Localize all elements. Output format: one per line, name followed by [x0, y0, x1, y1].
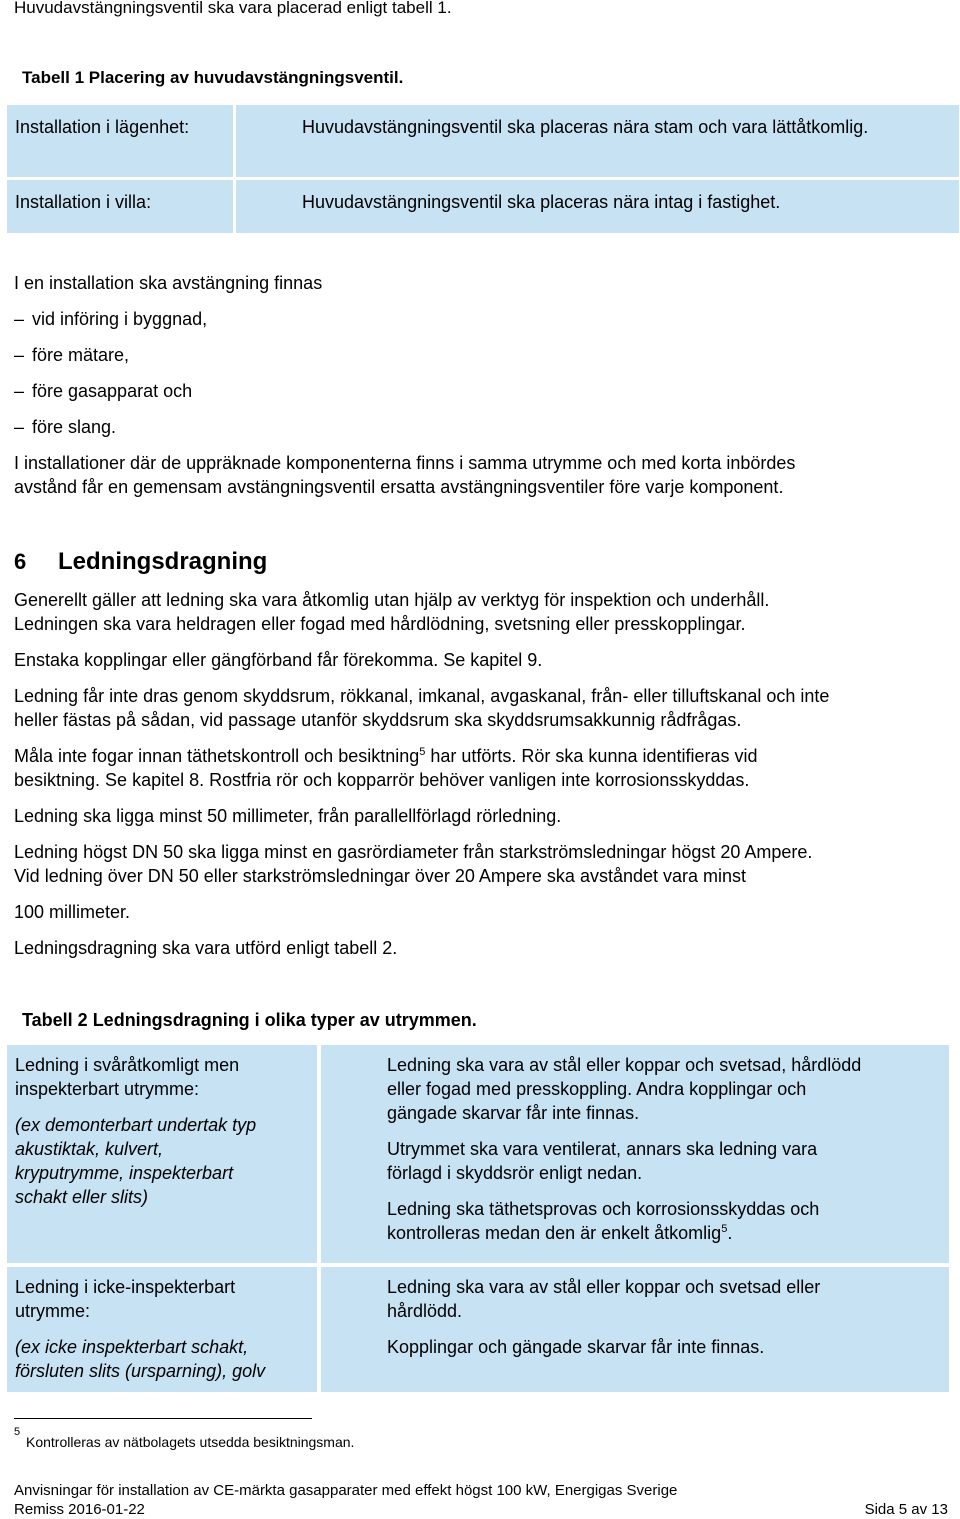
paragraph-line: 100 millimeter. [14, 902, 131, 922]
table1-caption: Tabell 1 Placering av huvudavstängningsventil. [22, 68, 404, 87]
table1-row1-text-cell [236, 105, 959, 177]
table2-text-line: eller fogad med presskoppling. Andra kopplingar och [387, 1079, 807, 1099]
table1-row2-label-cell [7, 180, 233, 233]
fog-line1-a: Måla inte fogar innan täthetskontroll och besiktning [14, 746, 420, 766]
table2-note-line: akustiktak, kulvert, [15, 1139, 164, 1159]
table2-text-line: förlagd i skyddsrör enligt nedan. [387, 1163, 643, 1183]
table2-note-line: försluten slits (ursparning), golv [15, 1361, 266, 1381]
table2-note-line: (ex demonterbart undertak typ [15, 1115, 257, 1135]
table2-text-part: kontrolleras medan den är enkelt åtkomlig [387, 1223, 722, 1243]
table1-row2-text-cell [236, 180, 959, 233]
section-number: 6 [14, 549, 27, 574]
table2-label-line: inspekterbart utrymme: [15, 1079, 200, 1099]
table2-text-line: Ledning ska täthetsprovas och korrosionsskyddas och [387, 1199, 820, 1219]
fog-line1-b: har utförts. Rör ska kunna identifieras vid [425, 746, 758, 766]
table1-row1-text: Huvudavstängningsventil ska placeras nära stam och vara lättåtkomlig. [302, 117, 869, 137]
table2-text-line: Kopplingar och gängade skarvar får inte finnas. [387, 1337, 765, 1357]
shutoff-para-line: I installationer där de uppräknade komponenterna finns i samma utrymme och med korta inbördes [14, 453, 796, 473]
paragraph-line: Generellt gäller att ledning ska vara åtkomlig utan hjälp av verktyg för inspektion och underhåll. [14, 590, 770, 610]
table2-row1-text-cell [321, 1045, 949, 1263]
table2-note-line: kryputrymme, inspekterbart [15, 1163, 234, 1183]
bullet-text: före gasapparat och [32, 381, 193, 401]
shutoff-lead: I en installation ska avstängning finnas [14, 273, 323, 293]
table2-text-line: Utrymmet ska vara ventilerat, annars ska ledning vara [387, 1139, 818, 1159]
table2-text-line [387, 1221, 732, 1245]
dash-icon: – [14, 417, 25, 437]
table2-label-line: Ledning i icke-inspekterbart [15, 1277, 236, 1297]
dash-icon: – [14, 381, 25, 401]
table1-row1-label-cell [7, 105, 233, 177]
dash-icon: – [14, 309, 25, 329]
paragraph-line: Ledning högst DN 50 ska ligga minst en gasrördiameter från starkströmsledningar högst 20 Ampere. [14, 842, 813, 862]
table2-text-part: . [727, 1223, 733, 1243]
fog-line2: besiktning. Se kapitel 8. Rostfria rör och kopparrör behöver vanligen inte korrosionsskyddas. [14, 770, 750, 790]
footnote-ref: 5 [721, 1223, 728, 1235]
placement-table [7, 105, 959, 233]
table2-text-line: Ledning ska vara av stål eller koppar och svetsad eller [387, 1277, 821, 1297]
table2-label-line: utrymme: [15, 1301, 91, 1321]
footer-document-title: Anvisningar för installation av CE-märkta gasapparater med effekt högst 100 kW, Energigas Sverige [14, 1482, 678, 1499]
footnote-divider [14, 1418, 312, 1419]
table2-row2-text-cell [321, 1267, 949, 1392]
table1-row1-label: Installation i lägenhet: [15, 117, 190, 137]
footnote-ref: 5 [419, 746, 426, 758]
paragraph-line: Enstaka kopplingar eller gängförband får förekomma. Se kapitel 9. [14, 650, 543, 670]
paragraph-line: Ledningen ska vara heldragen eller fogad med hårdlödning, svetsning eller presskopplingar. [14, 614, 746, 634]
table2-label-line: Ledning i svåråtkomligt men [15, 1055, 240, 1075]
intro-text: Huvudavstängningsventil ska vara placerad enligt tabell 1. [14, 0, 452, 17]
bullet-text: före slang. [32, 417, 117, 437]
table2-note-line: (ex icke inspekterbart schakt, [15, 1337, 249, 1357]
footnote-mark: 5 [14, 1426, 21, 1438]
bullet-text: före mätare, [32, 345, 130, 365]
bullet-text: vid införing i byggnad, [32, 309, 208, 329]
fog-line1 [14, 744, 758, 768]
paragraph-line: Ledning får inte dras genom skyddsrum, rökkanal, imkanal, avgaskanal, från- eller tilluftskanal och inte [14, 686, 830, 706]
paragraph-line: heller fästas på sådan, vid passage utanför skyddsrum ska skyddsrumsakkunnig rådfrågas. [14, 710, 742, 730]
dash-icon: – [14, 345, 25, 365]
table1-row2-text: Huvudavstängningsventil ska placeras nära intag i fastighet. [302, 192, 781, 212]
table2-text-line: Ledning ska vara av stål eller koppar och svetsad, hårdlödd [387, 1055, 862, 1075]
footer-page-number: Sida 5 av 13 [864, 1501, 948, 1518]
table2-row2-label-cell [7, 1267, 317, 1392]
section-title: Ledningsdragning [58, 548, 268, 575]
footnote-text: Kontrolleras av nätbolagets utsedda besiktningsman. [26, 1434, 355, 1450]
table2-note-line: schakt eller slits) [15, 1187, 149, 1207]
table2-text-line: hårdlödd. [387, 1301, 463, 1321]
paragraph-line: Vid ledning över DN 50 eller starkströmsledningar över 20 Ampere ska avståndet vara minst [14, 866, 747, 886]
table1-row2-label: Installation i villa: [15, 192, 152, 212]
shutoff-para-line: avstånd får en gemensam avstängningsventil ersatta avstängningsventiler före varje komponent. [14, 477, 784, 497]
table2-text-line: gängade skarvar får inte finnas. [387, 1103, 640, 1123]
table2-caption: Tabell 2 Ledningsdragning i olika typer av utrymmen. [22, 1010, 477, 1030]
footer-revision: Remiss 2016-01-22 [14, 1501, 145, 1518]
paragraph-line: Ledningsdragning ska vara utförd enligt tabell 2. [14, 938, 398, 958]
paragraph-line: Ledning ska ligga minst 50 millimeter, från parallellförlagd rörledning. [14, 806, 562, 826]
table2-row1-label-cell [7, 1045, 317, 1263]
